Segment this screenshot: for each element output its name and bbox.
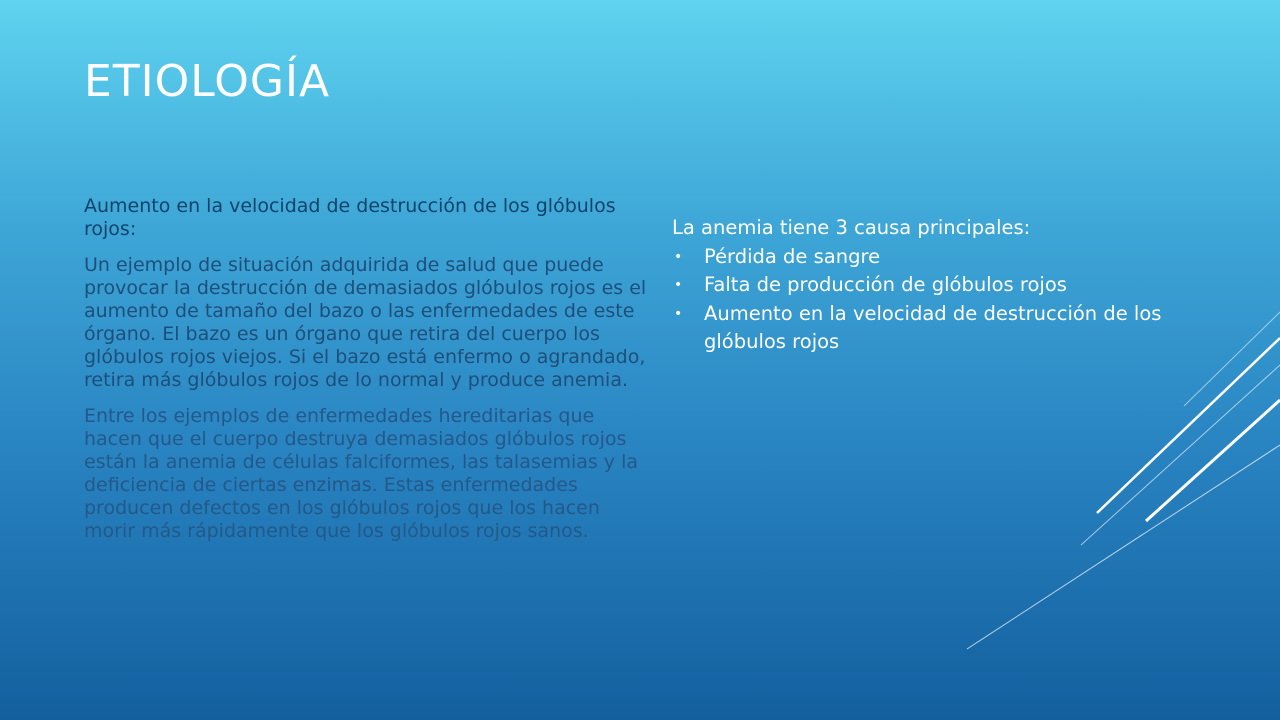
list-item — [672, 271, 1242, 300]
causes-list — [672, 243, 1242, 357]
bullet-icon: • — [674, 248, 683, 265]
causes-intro: La anemia tiene 3 causa principales: — [672, 216, 1031, 239]
paragraph-hereditary-example: Entre los ejemplos de enfermedades hereditarias que hacen que el cuerpo destruya demasiados glóbulos rojos están la anemia de células falciformes, las talasemias y la deficiencia de ciertas enzimas. Estas enfermedades producen defectos en los glóbulos rojos que los hacen morir más rápidamente que los glóbulos rojos sanos. — [84, 405, 639, 542]
bullet-icon: • — [674, 277, 683, 293]
paragraph-destruction-heading: Aumento en la velocidad de destrucción de los glóbulos rojos: — [84, 195, 616, 240]
right-text-column — [672, 214, 1242, 357]
list-item-label: Aumento en la velocidad de destrucción de los glóbulos rojos — [704, 301, 1162, 353]
left-text-column — [84, 195, 654, 556]
list-item-label: Falta de producción de glóbulos rojos — [704, 273, 1067, 296]
list-item — [672, 243, 1242, 272]
slide-title: ETIOLOGÍA — [84, 56, 331, 107]
list-item-label: Pérdida de sangre — [704, 244, 881, 268]
bullet-icon: • — [674, 305, 683, 322]
paragraph-spleen-example: Un ejemplo de situación adquirida de salud que puede provocar la destrucción de demasiados glóbulos rojos es el aumento de tamaño del bazo o las enfermedades de este órgano. El bazo es un órgano que retira del cuerpo los glóbulos rojos viejos. Si el bazo está enfermo o agrandado, retira más glóbulos rojos de lo normal y produce anemia. — [84, 254, 647, 391]
list-item — [672, 300, 1242, 357]
